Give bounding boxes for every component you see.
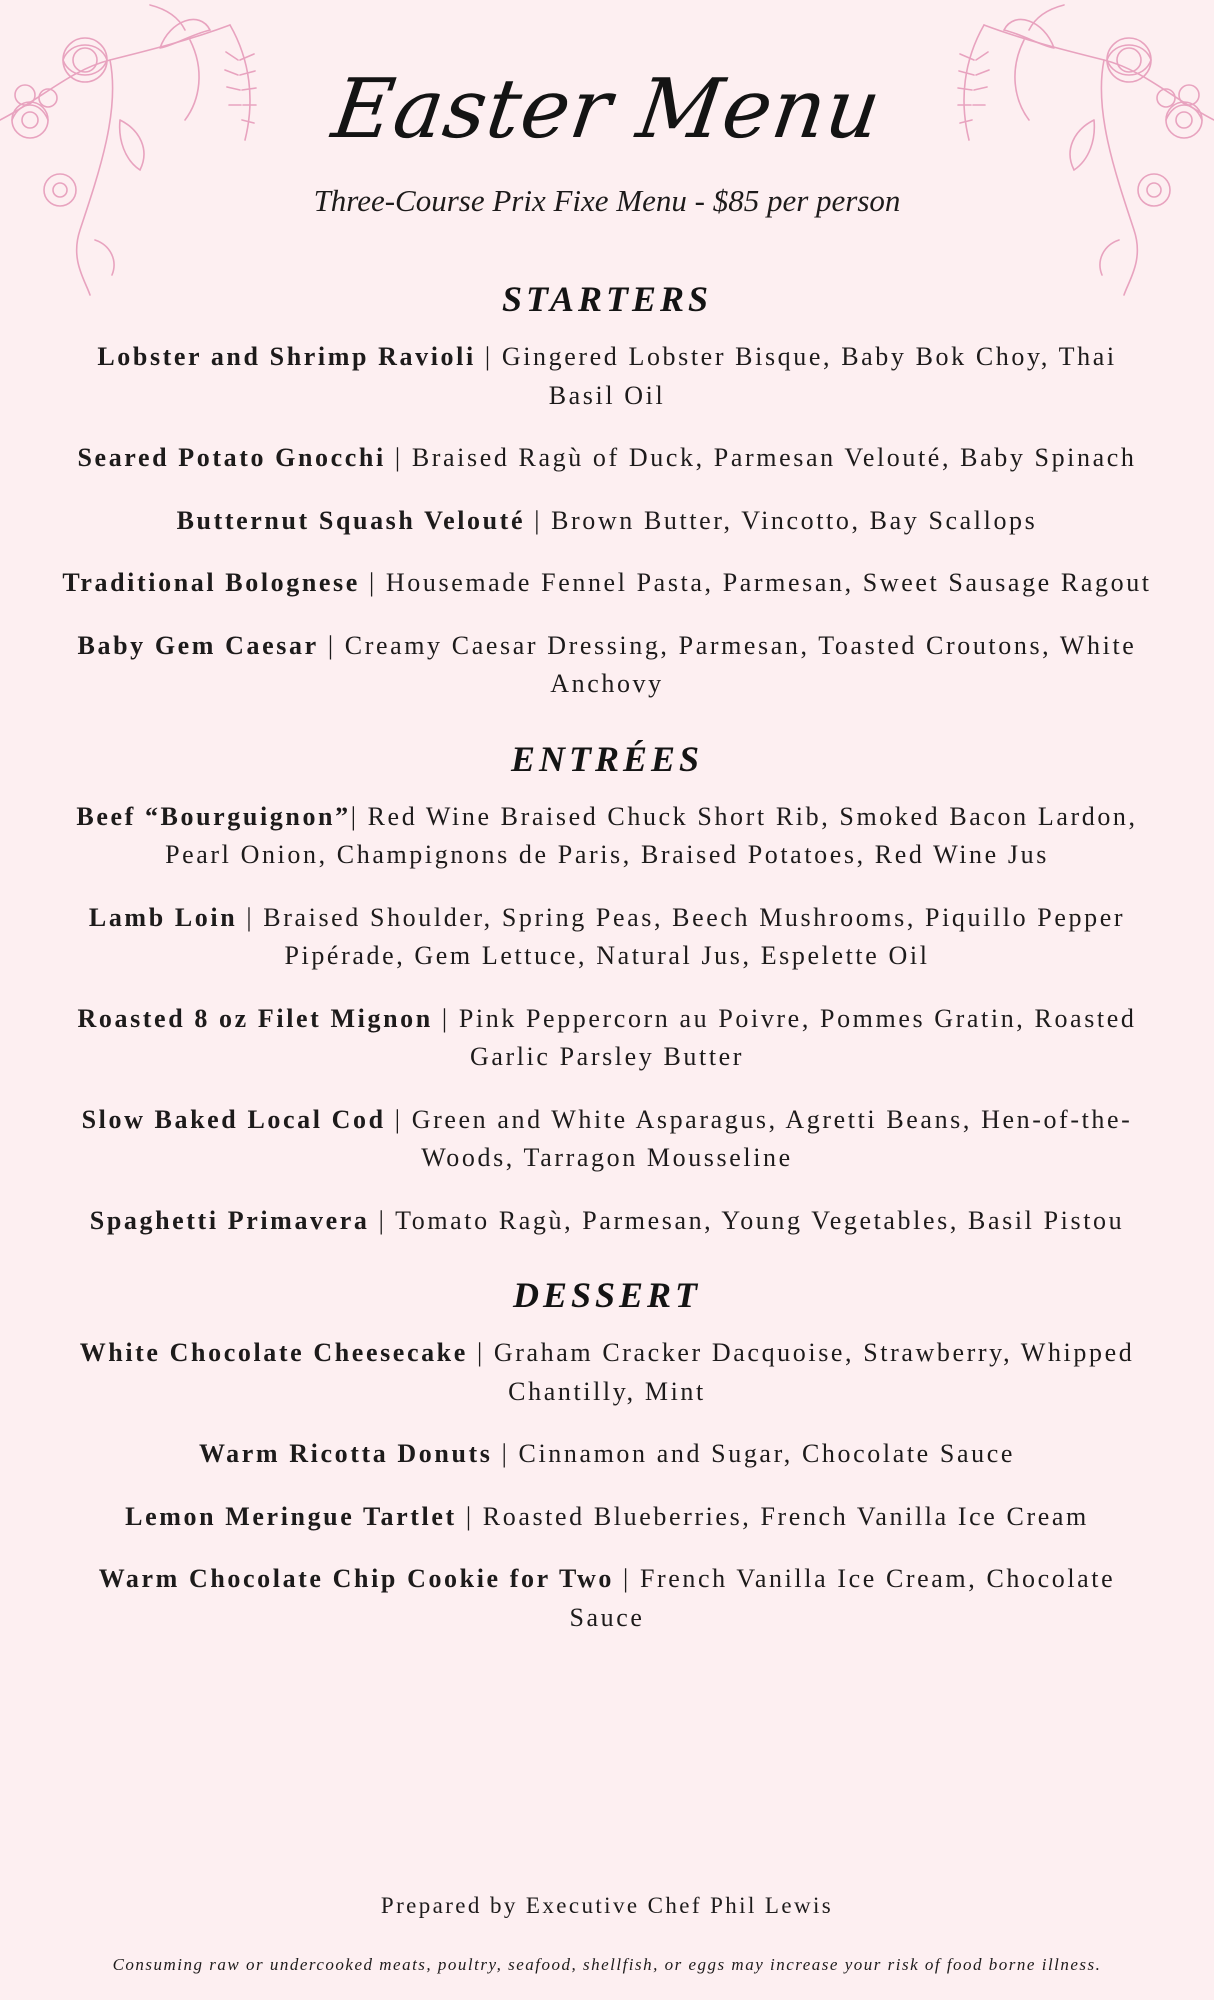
item-description: | Braised Ragù of Duck, Parmesan Velouté, Baby Spinach — [385, 443, 1137, 472]
item-name: Roasted 8 oz Filet Mignon — [77, 1003, 433, 1033]
item-description: | Roasted Blueberries, French Vanilla Ice Cream — [456, 1501, 1089, 1531]
menu-item — [62, 1498, 1152, 1537]
menu-item — [62, 627, 1152, 704]
menu-item — [62, 1000, 1152, 1077]
menu-item — [62, 1101, 1152, 1178]
item-name: Butternut Squash Velouté — [176, 505, 526, 535]
item-name: Warm Ricotta Donuts — [199, 1439, 493, 1468]
menu-item — [62, 899, 1152, 976]
menu-item — [62, 798, 1152, 875]
item-description: | Pink Peppercorn au Poivre, Pommes Gratin, Roasted Garlic Parsley Butter — [432, 1003, 1137, 1071]
item-name: Seared Potato Gnocchi — [77, 443, 386, 472]
menu-subtitle: Three-Course Prix Fixe Menu - $85 per person — [313, 183, 901, 218]
item-description: | Graham Cracker Dacquoise, Strawberry, Whipped Chantilly, Mint — [467, 1338, 1135, 1406]
item-description: | Brown Butter, Vincotto, Bay Scallops — [525, 505, 1038, 535]
menu-item — [62, 502, 1152, 541]
item-name: Slow Baked Local Cod — [81, 1104, 386, 1134]
menu-item — [62, 1435, 1152, 1474]
item-description: | Cinnamon and Sugar, Chocolate Sauce — [492, 1439, 1015, 1468]
menu-item — [62, 564, 1152, 603]
item-name: Baby Gem Caesar — [77, 630, 319, 660]
menu-item — [62, 1202, 1152, 1241]
item-description: | Tomato Ragù, Parmesan, Young Vegetables, Basil Pistou — [369, 1205, 1125, 1235]
food-safety-disclaimer: Consuming raw or undercooked meats, poultry, seafood, shellfish, or eggs may increase your risk of food borne illness. — [112, 1955, 1102, 1974]
item-name: White Chocolate Cheesecake — [79, 1338, 468, 1367]
chef-credit: Prepared by Executive Chef Phil Lewis — [380, 1893, 834, 1918]
menu-item — [62, 338, 1152, 415]
item-description: | Braised Shoulder, Spring Peas, Beech Mushrooms, Piquillo Pepper Pipérade, Gem Lettuce, Natural Jus, Espelette Oil — [237, 902, 1126, 970]
item-description: | Housemade Fennel Pasta, Parmesan, Sweet Sausage Ragout — [359, 568, 1152, 597]
item-description: | Gingered Lobster Bisque, Baby Bok Choy, Thai Basil Oil — [475, 342, 1117, 410]
section-entrees — [0, 732, 1214, 1241]
menu-body — [0, 272, 1214, 1665]
item-name: Lamb Loin — [88, 902, 238, 932]
section-title: DESSERT — [512, 1275, 702, 1315]
menu-item — [62, 439, 1152, 478]
item-name: Lobster and Shrimp Ravioli — [97, 342, 476, 371]
section-starters — [0, 272, 1214, 704]
item-name: Lemon Meringue Tartlet — [125, 1501, 457, 1531]
item-name: Beef “Bourguignon” — [76, 801, 351, 831]
menu-item — [62, 1560, 1152, 1637]
item-name: Warm Chocolate Chip Cookie for Two — [98, 1564, 614, 1593]
item-description: | Green and White Asparagus, Agretti Beans, Hen-of-the-Woods, Tarragon Mousseline — [385, 1104, 1133, 1172]
item-description: | Creamy Caesar Dressing, Parmesan, Toasted Croutons, White Anchovy — [318, 630, 1137, 698]
item-description: | Red Wine Braised Chuck Short Rib, Smoked Bacon Lardon, Pearl Onion, Champignons de Paris, Braised Potatoes, Red Wine Jus — [165, 801, 1138, 869]
item-description: | French Vanilla Ice Cream, Chocolate Sauce — [569, 1564, 1116, 1632]
menu-title: Easter Menu — [326, 62, 888, 157]
section-title: STARTERS — [501, 279, 713, 319]
section-title: ENTRÉES — [510, 738, 704, 779]
menu-item — [62, 1334, 1152, 1411]
section-dessert — [0, 1268, 1214, 1637]
item-name: Traditional Bolognese — [62, 568, 360, 597]
item-name: Spaghetti Primavera — [89, 1205, 370, 1235]
